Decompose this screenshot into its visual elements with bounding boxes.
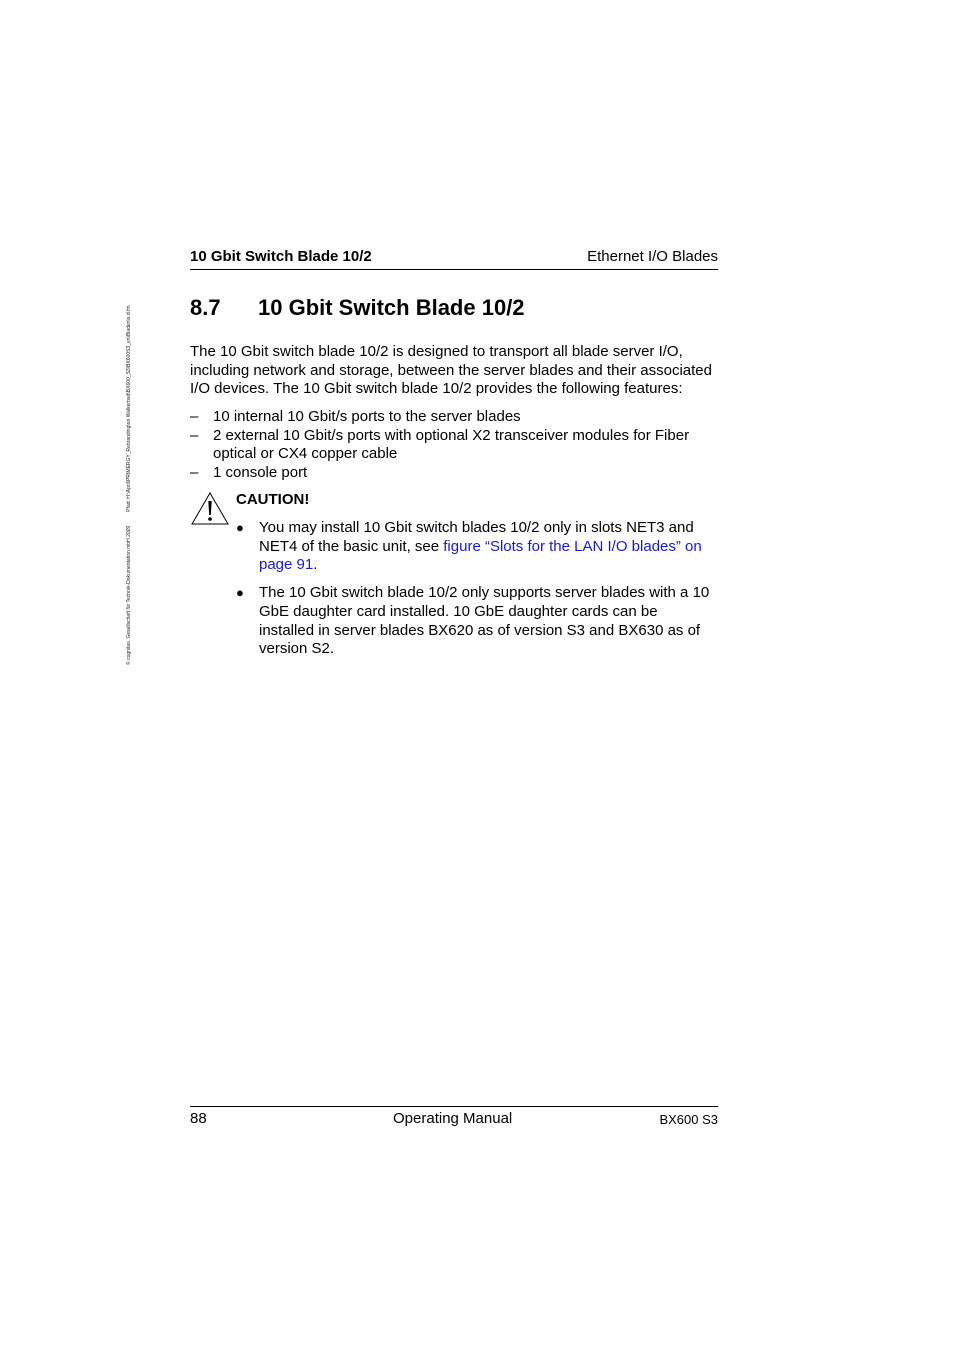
caution-heading: CAUTION! (236, 491, 310, 508)
running-header (190, 248, 718, 268)
warning-triangle-icon (190, 491, 230, 527)
caution-text-end: . (313, 556, 318, 574)
feature-text: 10 internal 10 Gbit/s ports to the server blades (213, 408, 521, 425)
footer-manual-title: Operating Manual (393, 1110, 513, 1127)
file-path-note: Pfad: H:\April\PRIMERGY_Rebranding\on Walkerbad\BX600_S3\BX600S3_en\Bladen\s.d.fm (126, 305, 132, 512)
section-heading (190, 295, 525, 321)
figure-cross-reference-link[interactable]: figure “Slots for the LAN I/O blades” on page 91 (259, 537, 702, 574)
footer-rule (190, 1106, 718, 1107)
feature-list (190, 408, 730, 483)
header-rule (190, 269, 718, 270)
bullet-marker: ● (236, 520, 244, 535)
list-item (190, 464, 730, 483)
dash-marker: – (190, 408, 199, 425)
caution-text: You may install 10 Gbit switch blades 10/2 only in slots NET3 and NET4 of the basic unit, see (259, 519, 694, 555)
section-number: 8.7 (190, 295, 221, 320)
list-item (190, 427, 730, 464)
list-item (190, 408, 730, 427)
intro-paragraph: The 10 Gbit switch blade 10/2 is designed to transport all blade server I/O, including network and storage, between the server blades and their associated I/O devices. The 10 Gbit switch blade 10/2 provides the following features: (190, 343, 712, 398)
page-number: 88 (190, 1110, 207, 1127)
bullet-marker: ● (236, 585, 244, 601)
side-margin-note (124, 240, 134, 665)
feature-text: 1 console port (213, 464, 308, 482)
feature-text: 2 external 10 Gbit/s ports with optional X2 transceiver modules for Fiber optical or CX4 copper cable (213, 426, 690, 463)
copyright-note: © cognitas. Gesellschaft für Technik-Dokumentation mbH 2009 (126, 525, 132, 665)
list-item (236, 519, 716, 575)
section-title: 10 Gbit Switch Blade 10/2 (258, 295, 525, 320)
caution-text: The 10 Gbit switch blade 10/2 only supports server blades with a 10 GbE daughter card installed. 10 GbE daughter cards can be installed in server blades BX620 as of version S3 and BX630 as of version S2. (259, 584, 710, 658)
dash-marker: – (190, 426, 199, 444)
header-section-name: Ethernet I/O Blades (587, 248, 718, 265)
list-item (236, 584, 716, 659)
header-chapter-title: 10 Gbit Switch Blade 10/2 (190, 248, 372, 265)
caution-list (236, 519, 716, 668)
footer-product-name: BX600 S3 (659, 1112, 718, 1127)
dash-marker: – (190, 464, 199, 482)
